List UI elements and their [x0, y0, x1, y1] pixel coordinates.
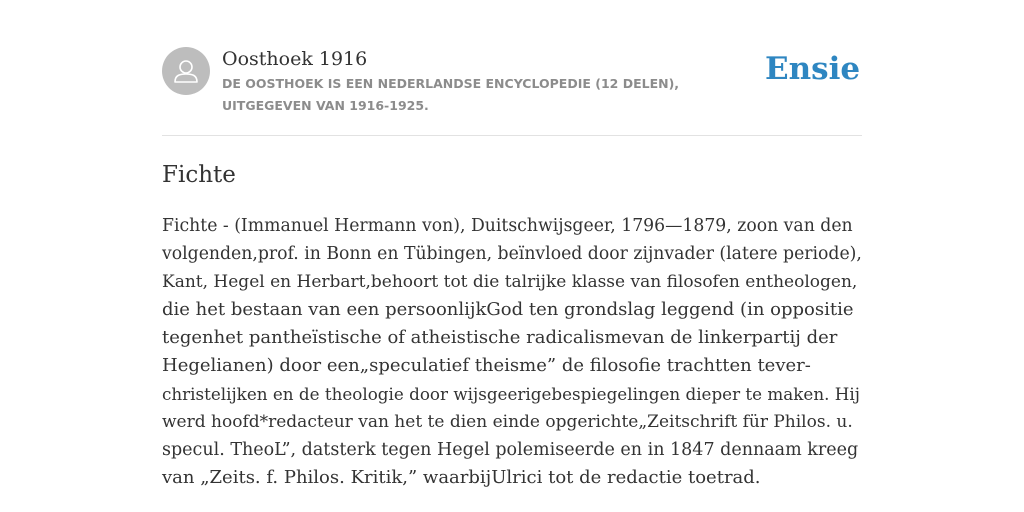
header-divider — [162, 135, 862, 136]
article-title: Fichte — [162, 162, 236, 188]
article-body — [162, 212, 862, 492]
article-line: specul. TheoL”, datsterk tegen Hegel polemiseerde en in 1847 dennaam kreeg — [162, 440, 859, 460]
article-line: Kant, Hegel en Herbart,behoort tot die talrijke klasse van filosofen entheologen, — [162, 272, 858, 292]
source-avatar[interactable] — [162, 47, 210, 95]
source-title[interactable]: Oosthoek 1916 — [222, 48, 368, 70]
article-line: tegenhet pantheïstische of atheistische radicalismevan de linkerpartij der — [162, 327, 838, 348]
source-header — [162, 47, 862, 117]
article-line: werd hoofd*redacteur van het te dien einde opgerichte„Zeitschrift für Philos. u. — [162, 412, 853, 432]
user-silhouette-icon — [162, 47, 210, 95]
article-line: die het bestaan van een persoonlijkGod ten grondslag leggend (in oppositie — [162, 299, 854, 320]
source-description: DE OOSTHOEK IS EEN NEDERLANDSE ENCYCLOPEDIE (12 DELEN), UITGEGEVEN VAN 1916-1925. — [222, 76, 680, 113]
article-line: van „Zeits. f. Philos. Kritik,” waarbijUlrici tot de redactie toetrad. — [162, 467, 761, 488]
article-line: christelijken en de theologie door wijsgeerigebespiegelingen dieper te maken. Hij — [162, 384, 860, 404]
ensie-logo[interactable]: Ensie — [765, 51, 861, 87]
article-line: Fichte - (Immanuel Hermann von), Duitschwijsgeer, 1796—1879, zoon van den — [162, 216, 853, 236]
article-line: Hegelianen) door een„speculatief theisme” de filosofie trachtten tever- — [162, 355, 811, 376]
article-line: volgenden,prof. in Bonn en Tübingen, beïnvloed door zijnvader (latere periode), — [162, 244, 862, 264]
